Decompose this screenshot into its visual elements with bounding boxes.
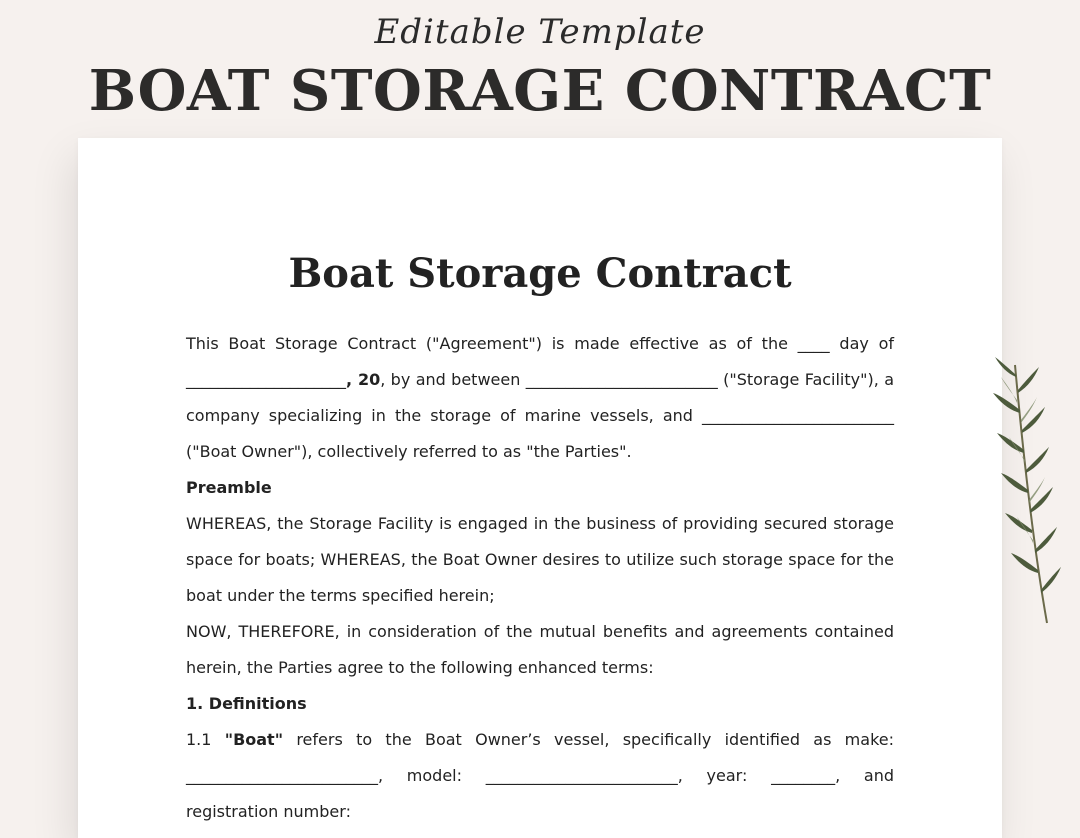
preamble-paragraph-2: NOW, THEREFORE, in consideration of the mutual benefits and agreements contained herein, the Parties agree to the following enhanced terms: (186, 622, 894, 677)
document-title: Boat Storage Contract (288, 250, 792, 297)
header-title: BOAT STORAGE CONTRACT (88, 58, 992, 124)
document-page (78, 138, 1002, 838)
rosemary-sprig-decoration (985, 355, 1065, 630)
document-body (186, 326, 894, 830)
definition-text: refers to the Boat Owner’s vessel, specifically identified as make: ________________________, model: ________________________, year: ________, and registration number: (186, 730, 895, 821)
intro-year-bold: , 20 (346, 370, 381, 389)
intro-text-part1: This Boat Storage Contract ("Agreement") is made effective as of the ____ day of ____________________ (186, 334, 894, 389)
preamble-heading: Preamble (186, 478, 272, 497)
intro-paragraph (186, 326, 894, 470)
intro-text-part2: , by and between ________________________ ("Storage Facility"), a company specializing in the storage of marine vessels, and ________________________ ("Boat Owner"), collectively referred to as "the Parties". (186, 370, 894, 461)
header-script-subtitle: Editable Template (374, 12, 706, 52)
definition-number: 1.1 (186, 730, 225, 749)
definition-term: "Boat" (224, 730, 284, 749)
preamble-paragraph-1: WHEREAS, the Storage Facility is engaged in the business of providing secured storage space for boats; WHEREAS, the Boat Owner desires to utilize such storage space for the boat under the terms specified herein; (186, 514, 894, 605)
definition-1-1 (186, 722, 894, 830)
definitions-heading: 1. Definitions (186, 694, 307, 713)
